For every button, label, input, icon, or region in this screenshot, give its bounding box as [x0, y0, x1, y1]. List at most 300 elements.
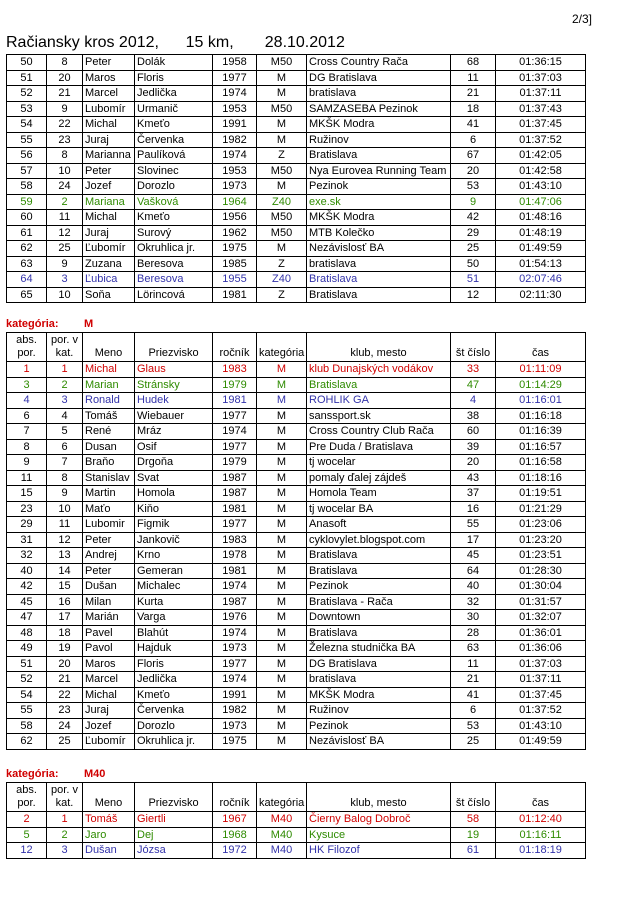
- cell-kategoria: M: [257, 501, 307, 517]
- cell-cas: 01:43:10: [496, 179, 586, 195]
- cell-startove-cislo: 25: [451, 734, 496, 750]
- cell-rocnik: 1977: [213, 517, 257, 533]
- header-kategoria: kategória: [257, 333, 307, 362]
- cell-startove-cislo: 67: [451, 148, 496, 164]
- cell-poradie-v-kat: 10: [47, 501, 83, 517]
- cell-klub: Bratislava: [307, 377, 451, 393]
- cell-meno: Martin: [83, 486, 135, 502]
- cell-klub: Nezávislosť BA: [307, 241, 451, 257]
- cell-priezvisko: Dorozlo: [135, 179, 213, 195]
- cell-priezvisko: Dorozlo: [135, 718, 213, 734]
- cell-abs-poradie: 32: [7, 548, 47, 564]
- page-title: Račiansky kros 2012, 15 km, 28.10.2012: [6, 34, 345, 51]
- cell-startove-cislo: 43: [451, 470, 496, 486]
- cell-startove-cislo: 30: [451, 610, 496, 626]
- cell-klub: ROHLIK GA: [307, 393, 451, 409]
- cell-cas: 01:42:05: [496, 148, 586, 164]
- table-body: [7, 362, 586, 750]
- cell-klub: bratislava: [307, 86, 451, 102]
- cell-startove-cislo: 64: [451, 563, 496, 579]
- cell-poradie-v-kat: 20: [47, 656, 83, 672]
- header-klub: klub, mesto: [307, 333, 451, 362]
- cell-meno: Dušan: [83, 843, 135, 859]
- cell-cas: 01:37:43: [496, 101, 586, 117]
- cell-poradie-v-kat: 7: [47, 455, 83, 471]
- cell-kategoria: Z40: [257, 272, 307, 288]
- cell-kategoria: M: [257, 687, 307, 703]
- cell-klub: Bratislava - Rača: [307, 594, 451, 610]
- cell-startove-cislo: 9: [451, 194, 496, 210]
- cell-priezvisko: Blahút: [135, 625, 213, 641]
- cell-abs-poradie: 5: [7, 827, 47, 843]
- cell-cas: 01:42:58: [496, 163, 586, 179]
- cell-kategoria: M: [257, 548, 307, 564]
- cell-priezvisko: Homola: [135, 486, 213, 502]
- header-meno: Meno: [83, 783, 135, 812]
- category-value: M: [84, 318, 94, 330]
- cell-poradie-v-kat: 20: [47, 70, 83, 86]
- cell-poradie-v-kat: 6: [47, 439, 83, 455]
- cell-cas: 02:11:30: [496, 287, 586, 303]
- cell-meno: Mariana: [83, 194, 135, 210]
- cell-cas: 01:19:51: [496, 486, 586, 502]
- cell-poradie-v-kat: 12: [47, 532, 83, 548]
- cell-klub: Homola Team: [307, 486, 451, 502]
- cell-poradie-v-kat: 11: [47, 517, 83, 533]
- cell-rocnik: 1974: [213, 625, 257, 641]
- cell-meno: Marcel: [83, 672, 135, 688]
- cell-abs-poradie: 55: [7, 703, 47, 719]
- cell-abs-poradie: 45: [7, 594, 47, 610]
- cell-kategoria: M: [257, 439, 307, 455]
- cell-cas: 01:18:19: [496, 843, 586, 859]
- header-st-cislo: št číslo: [451, 783, 496, 812]
- cell-priezvisko: Floris: [135, 70, 213, 86]
- cell-startove-cislo: 60: [451, 424, 496, 440]
- cell-kategoria: M50: [257, 55, 307, 71]
- cell-meno: Juraj: [83, 132, 135, 148]
- cell-klub: klub Dunajských vodákov: [307, 362, 451, 378]
- cell-priezvisko: Dej: [135, 827, 213, 843]
- cell-poradie-v-kat: 24: [47, 718, 83, 734]
- cell-meno: Marcel: [83, 86, 135, 102]
- cell-rocnik: 1987: [213, 594, 257, 610]
- cell-kategoria: M: [257, 70, 307, 86]
- category-label: kategória:: [6, 318, 59, 330]
- cell-klub: DG Bratislava: [307, 656, 451, 672]
- cell-startove-cislo: 21: [451, 86, 496, 102]
- cell-startove-cislo: 6: [451, 132, 496, 148]
- cell-meno: Michal: [83, 117, 135, 133]
- cell-meno: René: [83, 424, 135, 440]
- cell-klub: MKŠK Modra: [307, 117, 451, 133]
- cell-klub: Ružinov: [307, 132, 451, 148]
- cell-cas: 01:54:13: [496, 256, 586, 272]
- table-row: [7, 55, 586, 71]
- cell-kategoria: M: [257, 241, 307, 257]
- cell-klub: Pezinok: [307, 179, 451, 195]
- category-label: kategória:: [6, 768, 59, 780]
- cell-cas: 01:12:40: [496, 812, 586, 828]
- cell-startove-cislo: 4: [451, 393, 496, 409]
- cell-kategoria: M50: [257, 210, 307, 226]
- cell-cas: 01:37:52: [496, 703, 586, 719]
- cell-abs-poradie: 63: [7, 256, 47, 272]
- cell-cas: 01:37:03: [496, 70, 586, 86]
- cell-priezvisko: Kmeťo: [135, 210, 213, 226]
- cell-cas: 01:43:10: [496, 718, 586, 734]
- cell-abs-poradie: 11: [7, 470, 47, 486]
- cell-startove-cislo: 40: [451, 579, 496, 595]
- cell-abs-poradie: 65: [7, 287, 47, 303]
- cell-priezvisko: Wiebauer: [135, 408, 213, 424]
- cell-klub: bratislava: [307, 672, 451, 688]
- cell-rocnik: 1964: [213, 194, 257, 210]
- cell-klub: Nya Eurovea Running Team: [307, 163, 451, 179]
- cell-kategoria: M: [257, 641, 307, 657]
- category-value: M40: [84, 768, 106, 780]
- cell-abs-poradie: 54: [7, 117, 47, 133]
- cell-startove-cislo: 25: [451, 241, 496, 257]
- header-meno: Meno: [83, 333, 135, 362]
- results-table-continued: [6, 54, 586, 303]
- cell-meno: Jaro: [83, 827, 135, 843]
- cell-poradie-v-kat: 3: [47, 843, 83, 859]
- cell-klub: exe.sk: [307, 194, 451, 210]
- cell-rocnik: 1987: [213, 486, 257, 502]
- cell-rocnik: 1979: [213, 377, 257, 393]
- cell-cas: 01:37:03: [496, 656, 586, 672]
- cell-startove-cislo: 68: [451, 55, 496, 71]
- table-row: [7, 272, 586, 288]
- header-rocnik: ročník: [213, 333, 257, 362]
- cell-poradie-v-kat: 15: [47, 579, 83, 595]
- cell-rocnik: 1981: [213, 563, 257, 579]
- cell-startove-cislo: 19: [451, 827, 496, 843]
- cell-rocnik: 1968: [213, 827, 257, 843]
- cell-poradie-v-kat: 24: [47, 179, 83, 195]
- cell-kategoria: Z40: [257, 194, 307, 210]
- table-row: [7, 563, 586, 579]
- cell-kategoria: M: [257, 532, 307, 548]
- cell-rocnik: 1976: [213, 610, 257, 626]
- cell-startove-cislo: 20: [451, 163, 496, 179]
- cell-cas: 01:37:52: [496, 132, 586, 148]
- cell-abs-poradie: 51: [7, 70, 47, 86]
- cell-cas: 01:32:07: [496, 610, 586, 626]
- cell-meno: Ľubomír: [83, 241, 135, 257]
- cell-rocnik: 1981: [213, 501, 257, 517]
- cell-abs-poradie: 57: [7, 163, 47, 179]
- cell-klub: Anasoft: [307, 517, 451, 533]
- cell-cas: 02:07:46: [496, 272, 586, 288]
- cell-rocnik: 1977: [213, 656, 257, 672]
- cell-cas: 01:37:45: [496, 687, 586, 703]
- cell-poradie-v-kat: 17: [47, 610, 83, 626]
- cell-cas: 01:48:16: [496, 210, 586, 226]
- cell-cas: 01:11:09: [496, 362, 586, 378]
- cell-rocnik: 1978: [213, 548, 257, 564]
- cell-kategoria: M40: [257, 827, 307, 843]
- cell-priezvisko: Okruhlica jr.: [135, 241, 213, 257]
- cell-rocnik: 1974: [213, 579, 257, 595]
- cell-rocnik: 1975: [213, 241, 257, 257]
- cell-startove-cislo: 53: [451, 718, 496, 734]
- cell-cas: 01:37:11: [496, 86, 586, 102]
- table-row: [7, 843, 586, 859]
- cell-priezvisko: Figmik: [135, 517, 213, 533]
- cell-priezvisko: Červenka: [135, 703, 213, 719]
- cell-cas: 01:16:18: [496, 408, 586, 424]
- cell-rocnik: 1973: [213, 641, 257, 657]
- cell-klub: sanssport.sk: [307, 408, 451, 424]
- header-por-v-kat: por. v kat.: [47, 783, 83, 812]
- header-abs: abs. por.: [7, 333, 47, 362]
- cell-abs-poradie: 62: [7, 241, 47, 257]
- cell-klub: Bratislava: [307, 625, 451, 641]
- cell-abs-poradie: 51: [7, 656, 47, 672]
- cell-startove-cislo: 28: [451, 625, 496, 641]
- cell-meno: Tomáš: [83, 812, 135, 828]
- cell-poradie-v-kat: 3: [47, 272, 83, 288]
- cell-rocnik: 1974: [213, 672, 257, 688]
- cell-priezvisko: Červenka: [135, 132, 213, 148]
- cell-cas: 01:36:01: [496, 625, 586, 641]
- cell-poradie-v-kat: 2: [47, 377, 83, 393]
- cell-startove-cislo: 6: [451, 703, 496, 719]
- header-abs: abs. por.: [7, 783, 47, 812]
- cell-rocnik: 1981: [213, 287, 257, 303]
- cell-abs-poradie: 12: [7, 843, 47, 859]
- cell-priezvisko: Beresova: [135, 256, 213, 272]
- cell-startove-cislo: 11: [451, 70, 496, 86]
- cell-priezvisko: Kiňo: [135, 501, 213, 517]
- cell-cas: 01:14:29: [496, 377, 586, 393]
- cell-cas: 01:48:19: [496, 225, 586, 241]
- cell-rocnik: 1972: [213, 843, 257, 859]
- cell-startove-cislo: 18: [451, 101, 496, 117]
- cell-startove-cislo: 58: [451, 812, 496, 828]
- header-klub: klub, mesto: [307, 783, 451, 812]
- cell-abs-poradie: 53: [7, 101, 47, 117]
- cell-meno: Peter: [83, 532, 135, 548]
- cell-kategoria: M: [257, 179, 307, 195]
- cell-priezvisko: Kurta: [135, 594, 213, 610]
- header-por-v-kat: por. v kat.: [47, 333, 83, 362]
- cell-rocnik: 1982: [213, 132, 257, 148]
- table-row: [7, 501, 586, 517]
- cell-meno: Michal: [83, 362, 135, 378]
- cell-priezvisko: Gemeran: [135, 563, 213, 579]
- cell-meno: Michal: [83, 687, 135, 703]
- cell-kategoria: M40: [257, 812, 307, 828]
- table-row: [7, 532, 586, 548]
- cell-meno: Ronald: [83, 393, 135, 409]
- cell-rocnik: 1974: [213, 424, 257, 440]
- cell-abs-poradie: 58: [7, 718, 47, 734]
- cell-priezvisko: Lörincová: [135, 287, 213, 303]
- cell-rocnik: 1975: [213, 734, 257, 750]
- cell-rocnik: 1977: [213, 70, 257, 86]
- cell-poradie-v-kat: 4: [47, 408, 83, 424]
- cell-meno: Peter: [83, 563, 135, 579]
- cell-meno: Milan: [83, 594, 135, 610]
- table-row: [7, 734, 586, 750]
- cell-klub: tj wocelar BA: [307, 501, 451, 517]
- table-row: [7, 548, 586, 564]
- cell-meno: Zuzana: [83, 256, 135, 272]
- page-number: 2/3]: [571, 12, 592, 26]
- table-body: [7, 812, 586, 859]
- cell-priezvisko: Paulíková: [135, 148, 213, 164]
- cell-rocnik: 1974: [213, 86, 257, 102]
- cell-abs-poradie: 23: [7, 501, 47, 517]
- cell-rocnik: 1953: [213, 163, 257, 179]
- cell-priezvisko: Józsa: [135, 843, 213, 859]
- cell-meno: Pavel: [83, 625, 135, 641]
- cell-abs-poradie: 4: [7, 393, 47, 409]
- cell-meno: Pavol: [83, 641, 135, 657]
- cell-startove-cislo: 12: [451, 287, 496, 303]
- cell-poradie-v-kat: 8: [47, 470, 83, 486]
- cell-abs-poradie: 3: [7, 377, 47, 393]
- cell-startove-cislo: 11: [451, 656, 496, 672]
- results-table-m40: [6, 782, 586, 859]
- cell-meno: Lubomir: [83, 517, 135, 533]
- cell-kategoria: M: [257, 718, 307, 734]
- cell-poradie-v-kat: 18: [47, 625, 83, 641]
- cell-klub: HK Filozof: [307, 843, 451, 859]
- cell-cas: 01:16:58: [496, 455, 586, 471]
- table-row: [7, 687, 586, 703]
- cell-kategoria: M: [257, 408, 307, 424]
- cell-priezvisko: Jedlička: [135, 672, 213, 688]
- cell-kategoria: M: [257, 117, 307, 133]
- cell-kategoria: M: [257, 455, 307, 471]
- table-row: [7, 362, 586, 378]
- cell-cas: 01:37:11: [496, 672, 586, 688]
- cell-poradie-v-kat: 23: [47, 132, 83, 148]
- cell-klub: Bratislava: [307, 272, 451, 288]
- cell-rocnik: 1979: [213, 455, 257, 471]
- cell-rocnik: 1958: [213, 55, 257, 71]
- cell-meno: Maros: [83, 656, 135, 672]
- cell-klub: Ružinov: [307, 703, 451, 719]
- cell-priezvisko: Urmanič: [135, 101, 213, 117]
- cell-cas: 01:37:45: [496, 117, 586, 133]
- cell-priezvisko: Stránsky: [135, 377, 213, 393]
- cell-priezvisko: Drgoňa: [135, 455, 213, 471]
- cell-klub: Kysuce: [307, 827, 451, 843]
- cell-meno: Michal: [83, 210, 135, 226]
- cell-rocnik: 1982: [213, 703, 257, 719]
- cell-poradie-v-kat: 8: [47, 55, 83, 71]
- cell-meno: Tomáš: [83, 408, 135, 424]
- cell-cas: 01:23:51: [496, 548, 586, 564]
- cell-abs-poradie: 47: [7, 610, 47, 626]
- table-row: [7, 672, 586, 688]
- cell-priezvisko: Giertli: [135, 812, 213, 828]
- header-cas: čas: [496, 783, 586, 812]
- cell-abs-poradie: 42: [7, 579, 47, 595]
- cell-abs-poradie: 29: [7, 517, 47, 533]
- cell-startove-cislo: 21: [451, 672, 496, 688]
- cell-meno: Dušan: [83, 579, 135, 595]
- cell-cas: 01:28:30: [496, 563, 586, 579]
- cell-startove-cislo: 41: [451, 687, 496, 703]
- cell-poradie-v-kat: 3: [47, 393, 83, 409]
- cell-kategoria: M: [257, 734, 307, 750]
- cell-poradie-v-kat: 10: [47, 163, 83, 179]
- table-row: [7, 132, 586, 148]
- cell-kategoria: M: [257, 610, 307, 626]
- cell-abs-poradie: 2: [7, 812, 47, 828]
- cell-meno: Maťo: [83, 501, 135, 517]
- cell-abs-poradie: 52: [7, 86, 47, 102]
- cell-abs-poradie: 40: [7, 563, 47, 579]
- cell-poradie-v-kat: 25: [47, 241, 83, 257]
- cell-poradie-v-kat: 21: [47, 672, 83, 688]
- cell-rocnik: 1956: [213, 210, 257, 226]
- cell-klub: MKŠK Modra: [307, 210, 451, 226]
- cell-meno: Dusan: [83, 439, 135, 455]
- cell-abs-poradie: 50: [7, 55, 47, 71]
- table-row: [7, 70, 586, 86]
- cell-klub: Bratislava: [307, 563, 451, 579]
- cell-priezvisko: Michalec: [135, 579, 213, 595]
- cell-priezvisko: Varga: [135, 610, 213, 626]
- cell-rocnik: 1962: [213, 225, 257, 241]
- table-row: [7, 225, 586, 241]
- cell-rocnik: 1987: [213, 470, 257, 486]
- cell-kategoria: M: [257, 377, 307, 393]
- table-row: [7, 703, 586, 719]
- cell-priezvisko: Hudek: [135, 393, 213, 409]
- table-row: [7, 241, 586, 257]
- cell-cas: 01:31:57: [496, 594, 586, 610]
- table-row: [7, 579, 586, 595]
- cell-kategoria: Z: [257, 287, 307, 303]
- header-rocnik: ročník: [213, 783, 257, 812]
- cell-abs-poradie: 60: [7, 210, 47, 226]
- cell-priezvisko: Osif: [135, 439, 213, 455]
- cell-poradie-v-kat: 23: [47, 703, 83, 719]
- cell-abs-poradie: 8: [7, 439, 47, 455]
- cell-meno: Marianna: [83, 148, 135, 164]
- cell-poradie-v-kat: 22: [47, 687, 83, 703]
- cell-meno: Andrej: [83, 548, 135, 564]
- cell-startove-cislo: 32: [451, 594, 496, 610]
- cell-rocnik: 1967: [213, 812, 257, 828]
- cell-rocnik: 1953: [213, 101, 257, 117]
- table-row: [7, 439, 586, 455]
- cell-abs-poradie: 31: [7, 532, 47, 548]
- cell-meno: Ľubomír: [83, 734, 135, 750]
- cell-kategoria: M: [257, 656, 307, 672]
- cell-kategoria: M: [257, 563, 307, 579]
- header-cas: čas: [496, 333, 586, 362]
- cell-rocnik: 1955: [213, 272, 257, 288]
- table-row: [7, 455, 586, 471]
- cell-rocnik: 1985: [213, 256, 257, 272]
- cell-priezvisko: Vašková: [135, 194, 213, 210]
- cell-klub: Cross Country Rača: [307, 55, 451, 71]
- cell-kategoria: M50: [257, 101, 307, 117]
- cell-startove-cislo: 53: [451, 179, 496, 195]
- cell-priezvisko: Mráz: [135, 424, 213, 440]
- cell-poradie-v-kat: 5: [47, 424, 83, 440]
- cell-abs-poradie: 7: [7, 424, 47, 440]
